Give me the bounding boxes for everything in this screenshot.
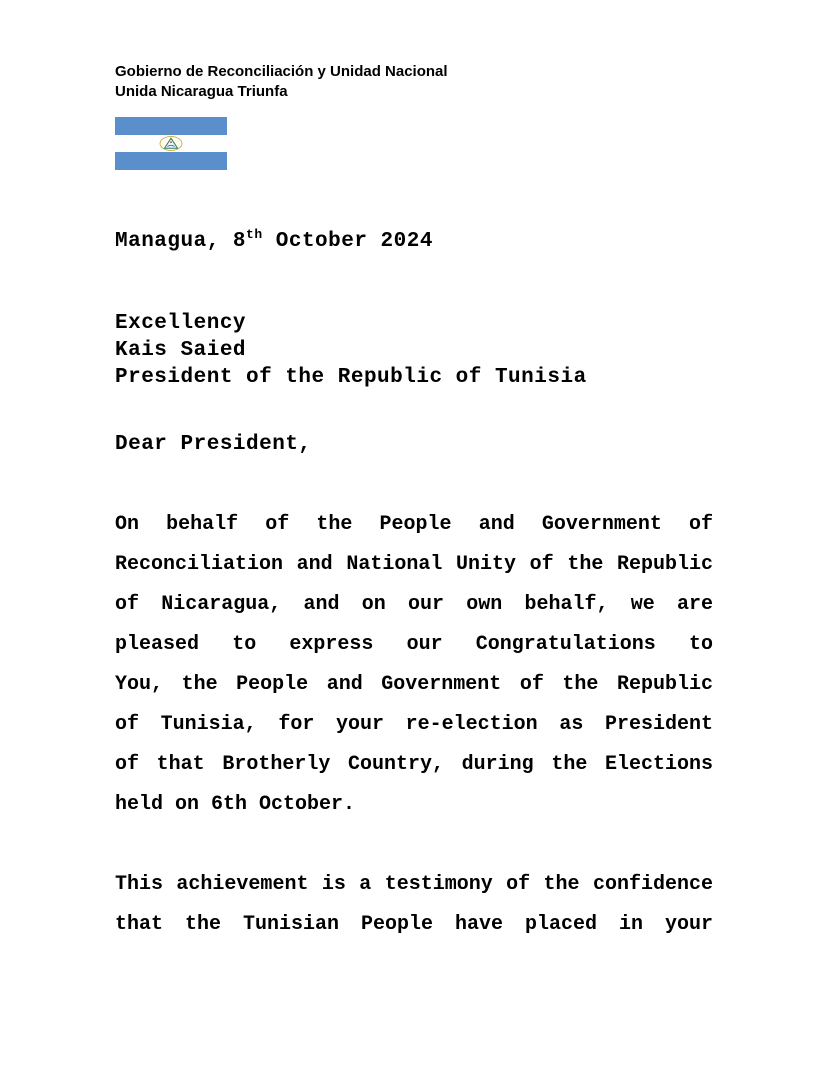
paragraph-line: of Nicaragua, and on our own behalf, we are	[115, 593, 713, 616]
paragraph-line: This achievement is a testimony of the confidence	[115, 873, 713, 896]
nicaragua-flag	[115, 117, 227, 170]
letterhead	[115, 62, 713, 102]
recipient-title: President of the Republic of Tunisia	[115, 366, 587, 389]
paragraph-line: You, the People and Government of the Republic	[115, 673, 713, 696]
paragraph-line: that the Tunisian People have placed in your	[115, 913, 713, 936]
flag-stripe-bottom	[115, 152, 227, 170]
paragraph-line: held on 6th October.	[115, 793, 356, 816]
flag-stripe-top	[115, 117, 227, 135]
flag-coat-of-arms-icon	[159, 136, 183, 151]
body-paragraph-1	[115, 505, 713, 825]
letterhead-line2: Unida Nicaragua Triunfa	[115, 83, 288, 100]
date-suffix: October 2024	[262, 230, 433, 253]
recipient-name: Kais Saied	[115, 339, 247, 362]
letter-body	[115, 505, 713, 945]
date-prefix: Managua, 8	[115, 230, 247, 253]
recipient-block	[115, 310, 713, 391]
paragraph-line: of that Brotherly Country, during the Elections	[115, 753, 713, 776]
paragraph-line: Reconciliation and National Unity of the Republic	[115, 553, 713, 576]
paragraph-line: of Tunisia, for your re-election as President	[115, 713, 713, 736]
date-line	[115, 228, 713, 256]
flag-stripe-middle	[115, 135, 227, 153]
paragraph-line: pleased to express our Congratulations to	[115, 633, 713, 656]
greeting-line: Dear President,	[115, 433, 312, 456]
body-paragraph-2	[115, 865, 713, 945]
date-ordinal-superscript: th	[246, 227, 263, 242]
letterhead-line1: Gobierno de Reconciliación y Unidad Nacional	[115, 63, 448, 80]
recipient-salutation: Excellency	[115, 312, 247, 335]
paragraph-line: On behalf of the People and Government of	[115, 513, 713, 536]
